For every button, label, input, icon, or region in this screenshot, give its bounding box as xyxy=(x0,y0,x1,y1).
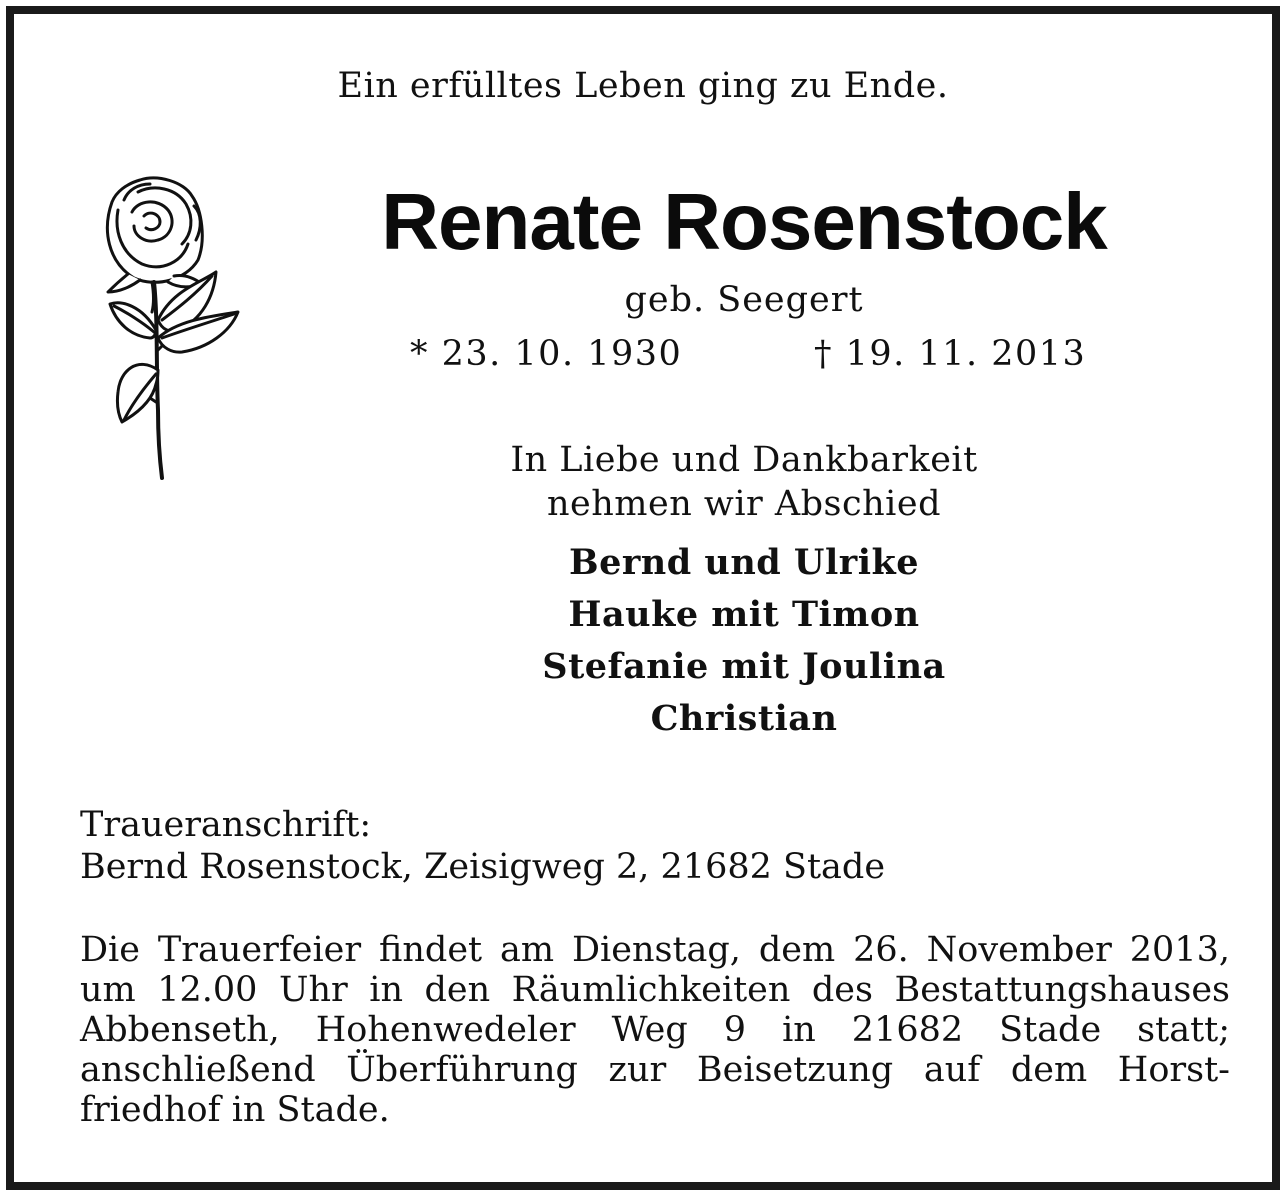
rose-icon xyxy=(98,170,248,482)
opening-line: Ein erfülltes Leben ging zu Ende. xyxy=(337,66,949,106)
farewell-line-2: nehmen wir Abschied xyxy=(547,484,941,524)
birth-name: geb. Seegert xyxy=(624,280,864,320)
obituary-notice xyxy=(6,6,1280,1190)
mourner-name: Christian xyxy=(650,698,838,739)
death-date: † 19. 11. 2013 xyxy=(814,334,1087,374)
ceremony-details: Die Trauerfeier findet am Dienstag, dem 26. November 2013, um 12.00 Uhr in den Räumlichkeiten des Bestattungshauses Abbenseth, Hohenwedeler Weg 9 in 21682 Stade statt; anschließend Überführung zur Beisetzung auf dem Horstfriedhof in Stade. xyxy=(80,930,1230,1130)
address-label: Traueranschrift: xyxy=(80,805,372,845)
mourner-name: Bernd und Ulrike xyxy=(568,542,920,583)
birth-date: * 23. 10. 1930 xyxy=(410,334,683,374)
mourner-name: Hauke mit Timon xyxy=(568,594,920,635)
deceased-name: Renate Rosenstock xyxy=(381,177,1107,266)
farewell-line-1: In Liebe und Dankbarkeit xyxy=(510,440,978,480)
mourner-name: Stefanie mit Joulina xyxy=(542,646,946,687)
address-value: Bernd Rosenstock, Zeisigweg 2, 21682 Stade xyxy=(80,847,886,887)
